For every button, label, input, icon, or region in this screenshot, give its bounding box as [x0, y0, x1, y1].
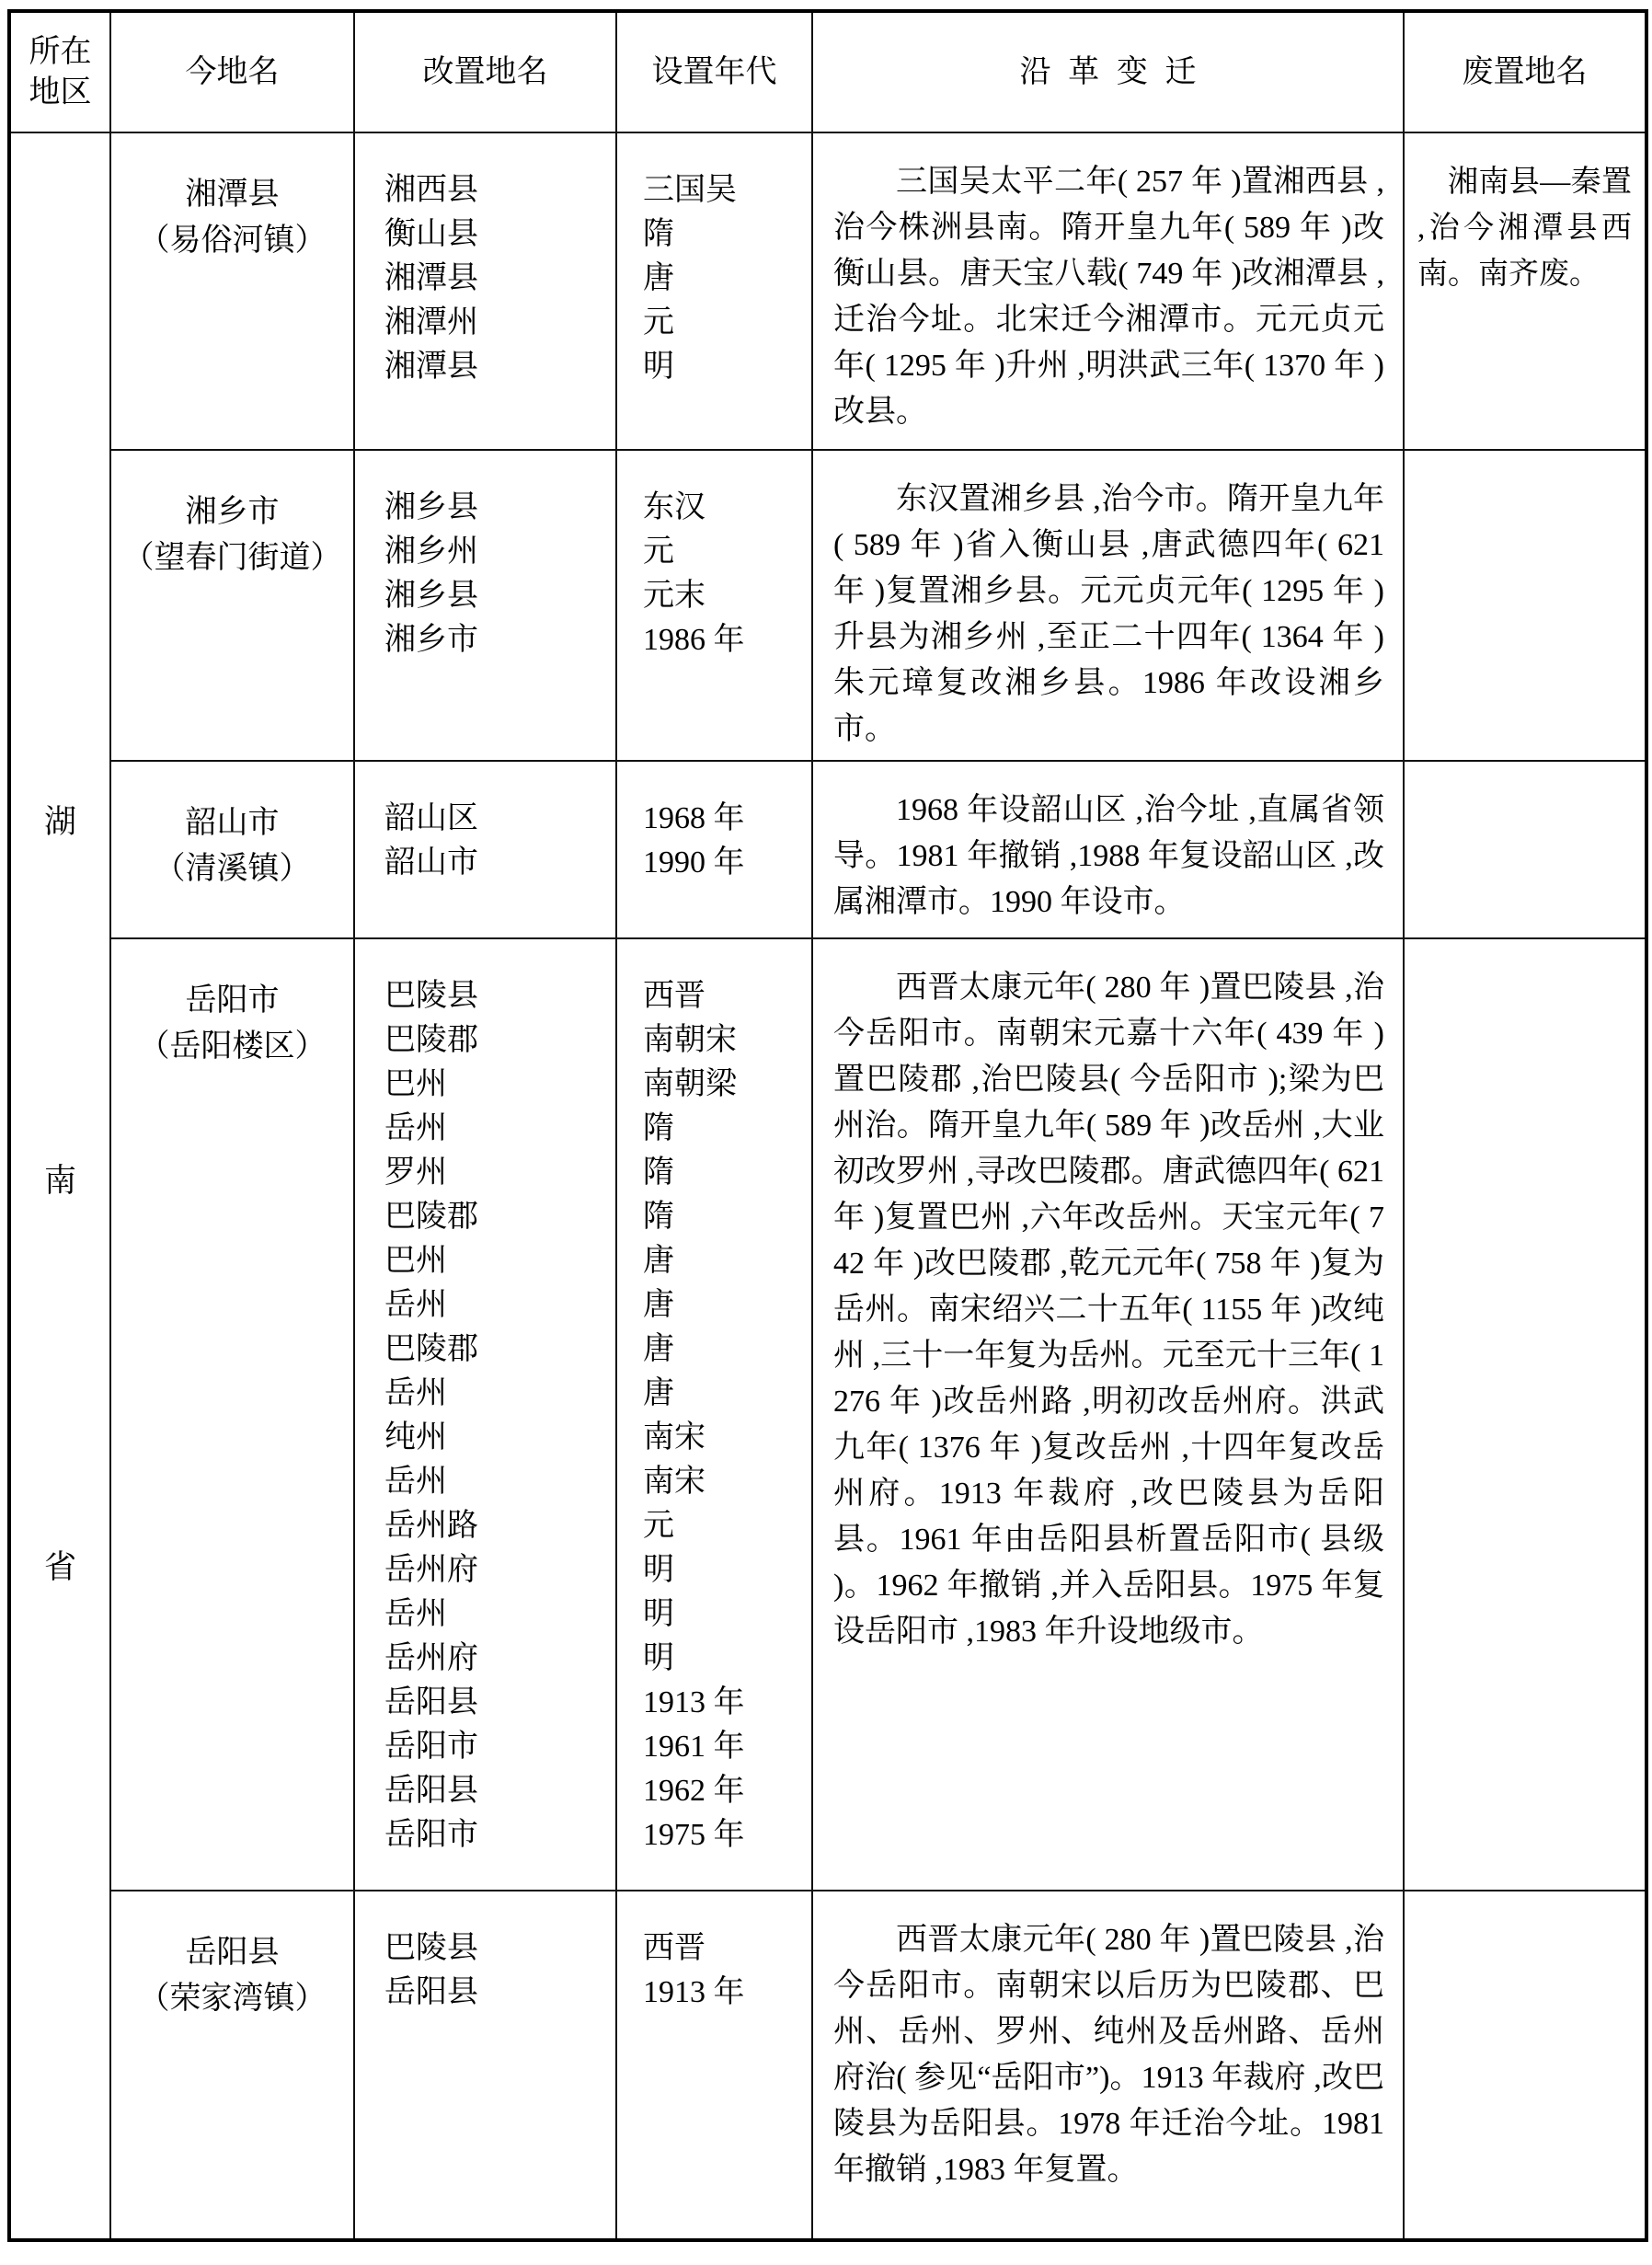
history-cell — [812, 938, 1404, 1891]
current-name-cell — [110, 1891, 354, 2240]
history-text: 西晋太康元年( 280 年 )置巴陵县 ,治今岳阳市。南朝宋元嘉十六年( 439 年 )置巴陵郡 ,治巴陵县( 今岳阳市 );梁为巴州治。隋开皇九年( 589 年 )改岳州 ,大业初改罗州 ,寻改巴陵郡。唐武德四年( 621 年 )复置巴州 ,六年改岳州。天宝元年( 742 年 )改巴陵郡 ,乾元元年( 758 年 )复为岳州。南宋绍兴二十五年( 1155 年 )改纯州 ,三十一年复为岳州。元至元十三年( 1276 年 )改岳州路 ,明初改岳州府。洪武九年( 1376 年 )复改岳州 ,十四年复改岳州府。1913 年裁府 ,改巴陵县为岳阳县。1961 年由岳阳县析置岳阳市( 县级 )。1962 年撤销 ,并入岳阳县。1975 年复设岳阳市 ,1983 年升设地级市。 — [833, 971, 1384, 1649]
history-text: 三国吴太平二年( 257 年 )置湘西县 ,治今株洲县南。隋开皇九年( 589 年 )改衡山县。唐天宝八载( 749 年 )改湘潭县 ,迁治今址。北宋迁今湘潭市。元元贞元年( 1295 年 )升州 ,明洪武三年( 1370 年 )改县。 — [833, 165, 1384, 429]
table-row — [9, 132, 1646, 450]
current-name-cell — [110, 761, 354, 938]
table-row — [9, 938, 1646, 1891]
table-row — [9, 761, 1646, 938]
current-subname: （望春门街道） — [122, 541, 342, 575]
region-char: 省 — [43, 1549, 77, 1585]
era-list: 1968 年 1990 年 — [616, 761, 812, 938]
era-list: 东汉 元 元末 1986 年 — [616, 450, 812, 761]
history-cell — [812, 1891, 1404, 2240]
current-name: 岳阳市 — [185, 983, 280, 1018]
era-list: 西晋 南朝宋 南朝梁 隋 隋 隋 唐 唐 唐 唐 南宋 南宋 元 明 明 明 1913 年 1961 年 1962 年 1975 年 — [616, 938, 812, 1891]
table-row — [9, 1891, 1646, 2240]
current-name-cell — [110, 132, 354, 450]
era-list: 西晋 1913 年 — [616, 1891, 812, 2240]
abolished-cell — [1404, 1891, 1646, 2240]
history-cell — [812, 761, 1404, 938]
header-row — [9, 11, 1646, 132]
region-char: 南 — [43, 1163, 77, 1199]
current-subname: （易俗河镇） — [138, 224, 327, 258]
history-text: 西晋太康元年( 280 年 )置巴陵县 ,治今岳阳市。南朝宋以后历为巴陵郡、巴州、岳州、罗州、纯州及岳州路、岳州府治( 参见“岳阳市”)。1913 年裁府 ,改巴陵县为岳阳县。1978 年迁治今址。1981 年撤销 ,1983 年复置。 — [833, 1923, 1384, 2187]
renamed-list: 韶山区 韶山市 — [354, 761, 616, 938]
current-subname: （清溪镇） — [154, 852, 311, 886]
current-name-cell — [110, 938, 354, 1891]
header-region: 所在地区 — [9, 11, 110, 132]
history-cell — [812, 132, 1404, 450]
renamed-list: 湘乡县 湘乡州 湘乡县 湘乡市 — [354, 450, 616, 761]
place-name-history-table — [7, 9, 1648, 2242]
header-renamed: 改置地名 — [354, 11, 616, 132]
header-history: 沿革变迁 — [812, 11, 1404, 132]
history-text: 东汉置湘乡县 ,治今市。隋开皇九年( 589 年 )省入衡山县 ,唐武德四年( 621 年 )复置湘乡县。元元贞元年( 1295 年 )升县为湘乡州 ,至正二十四年( 1364 年 )朱元璋复改湘乡县。1986 年改设湘乡市。 — [833, 482, 1384, 746]
table-row — [9, 450, 1646, 761]
abolished-cell — [1404, 132, 1646, 450]
current-name-cell — [110, 450, 354, 761]
current-name: 湘乡市 — [185, 495, 280, 529]
renamed-list: 湘西县 衡山县 湘潭县 湘潭州 湘潭县 — [354, 132, 616, 450]
current-subname: （荣家湾镇） — [138, 1982, 327, 2016]
header-current-name: 今地名 — [110, 11, 354, 132]
region-cell — [9, 132, 110, 2240]
header-abolished: 废置地名 — [1404, 11, 1646, 132]
era-list: 三国吴 隋 唐 元 明 — [616, 132, 812, 450]
abolished-cell — [1404, 450, 1646, 761]
abolished-cell — [1404, 938, 1646, 1891]
header-era: 设置年代 — [616, 11, 812, 132]
abolished-text: 湘南县—秦置 ,治今湘潭县西南。南齐废。 — [1417, 166, 1632, 291]
current-name: 岳阳县 — [185, 1936, 280, 1970]
region-char: 湖 — [43, 804, 77, 840]
current-name: 韶山市 — [185, 806, 280, 840]
history-cell — [812, 450, 1404, 761]
renamed-list: 巴陵县 岳阳县 — [354, 1891, 616, 2240]
abolished-cell — [1404, 761, 1646, 938]
current-name: 湘潭县 — [185, 178, 280, 212]
history-text: 1968 年设韶山区 ,治今址 ,直属省领导。1981 年撤销 ,1988 年复设韶山区 ,改属湘潭市。1990 年设市。 — [833, 793, 1384, 919]
current-subname: （岳阳楼区） — [138, 1029, 327, 1064]
renamed-list: 巴陵县 巴陵郡 巴州 岳州 罗州 巴陵郡 巴州 岳州 巴陵郡 岳州 纯州 岳州 岳州路 岳州府 岳州 岳州府 岳阳县 岳阳市 岳阳县 岳阳市 — [354, 938, 616, 1891]
